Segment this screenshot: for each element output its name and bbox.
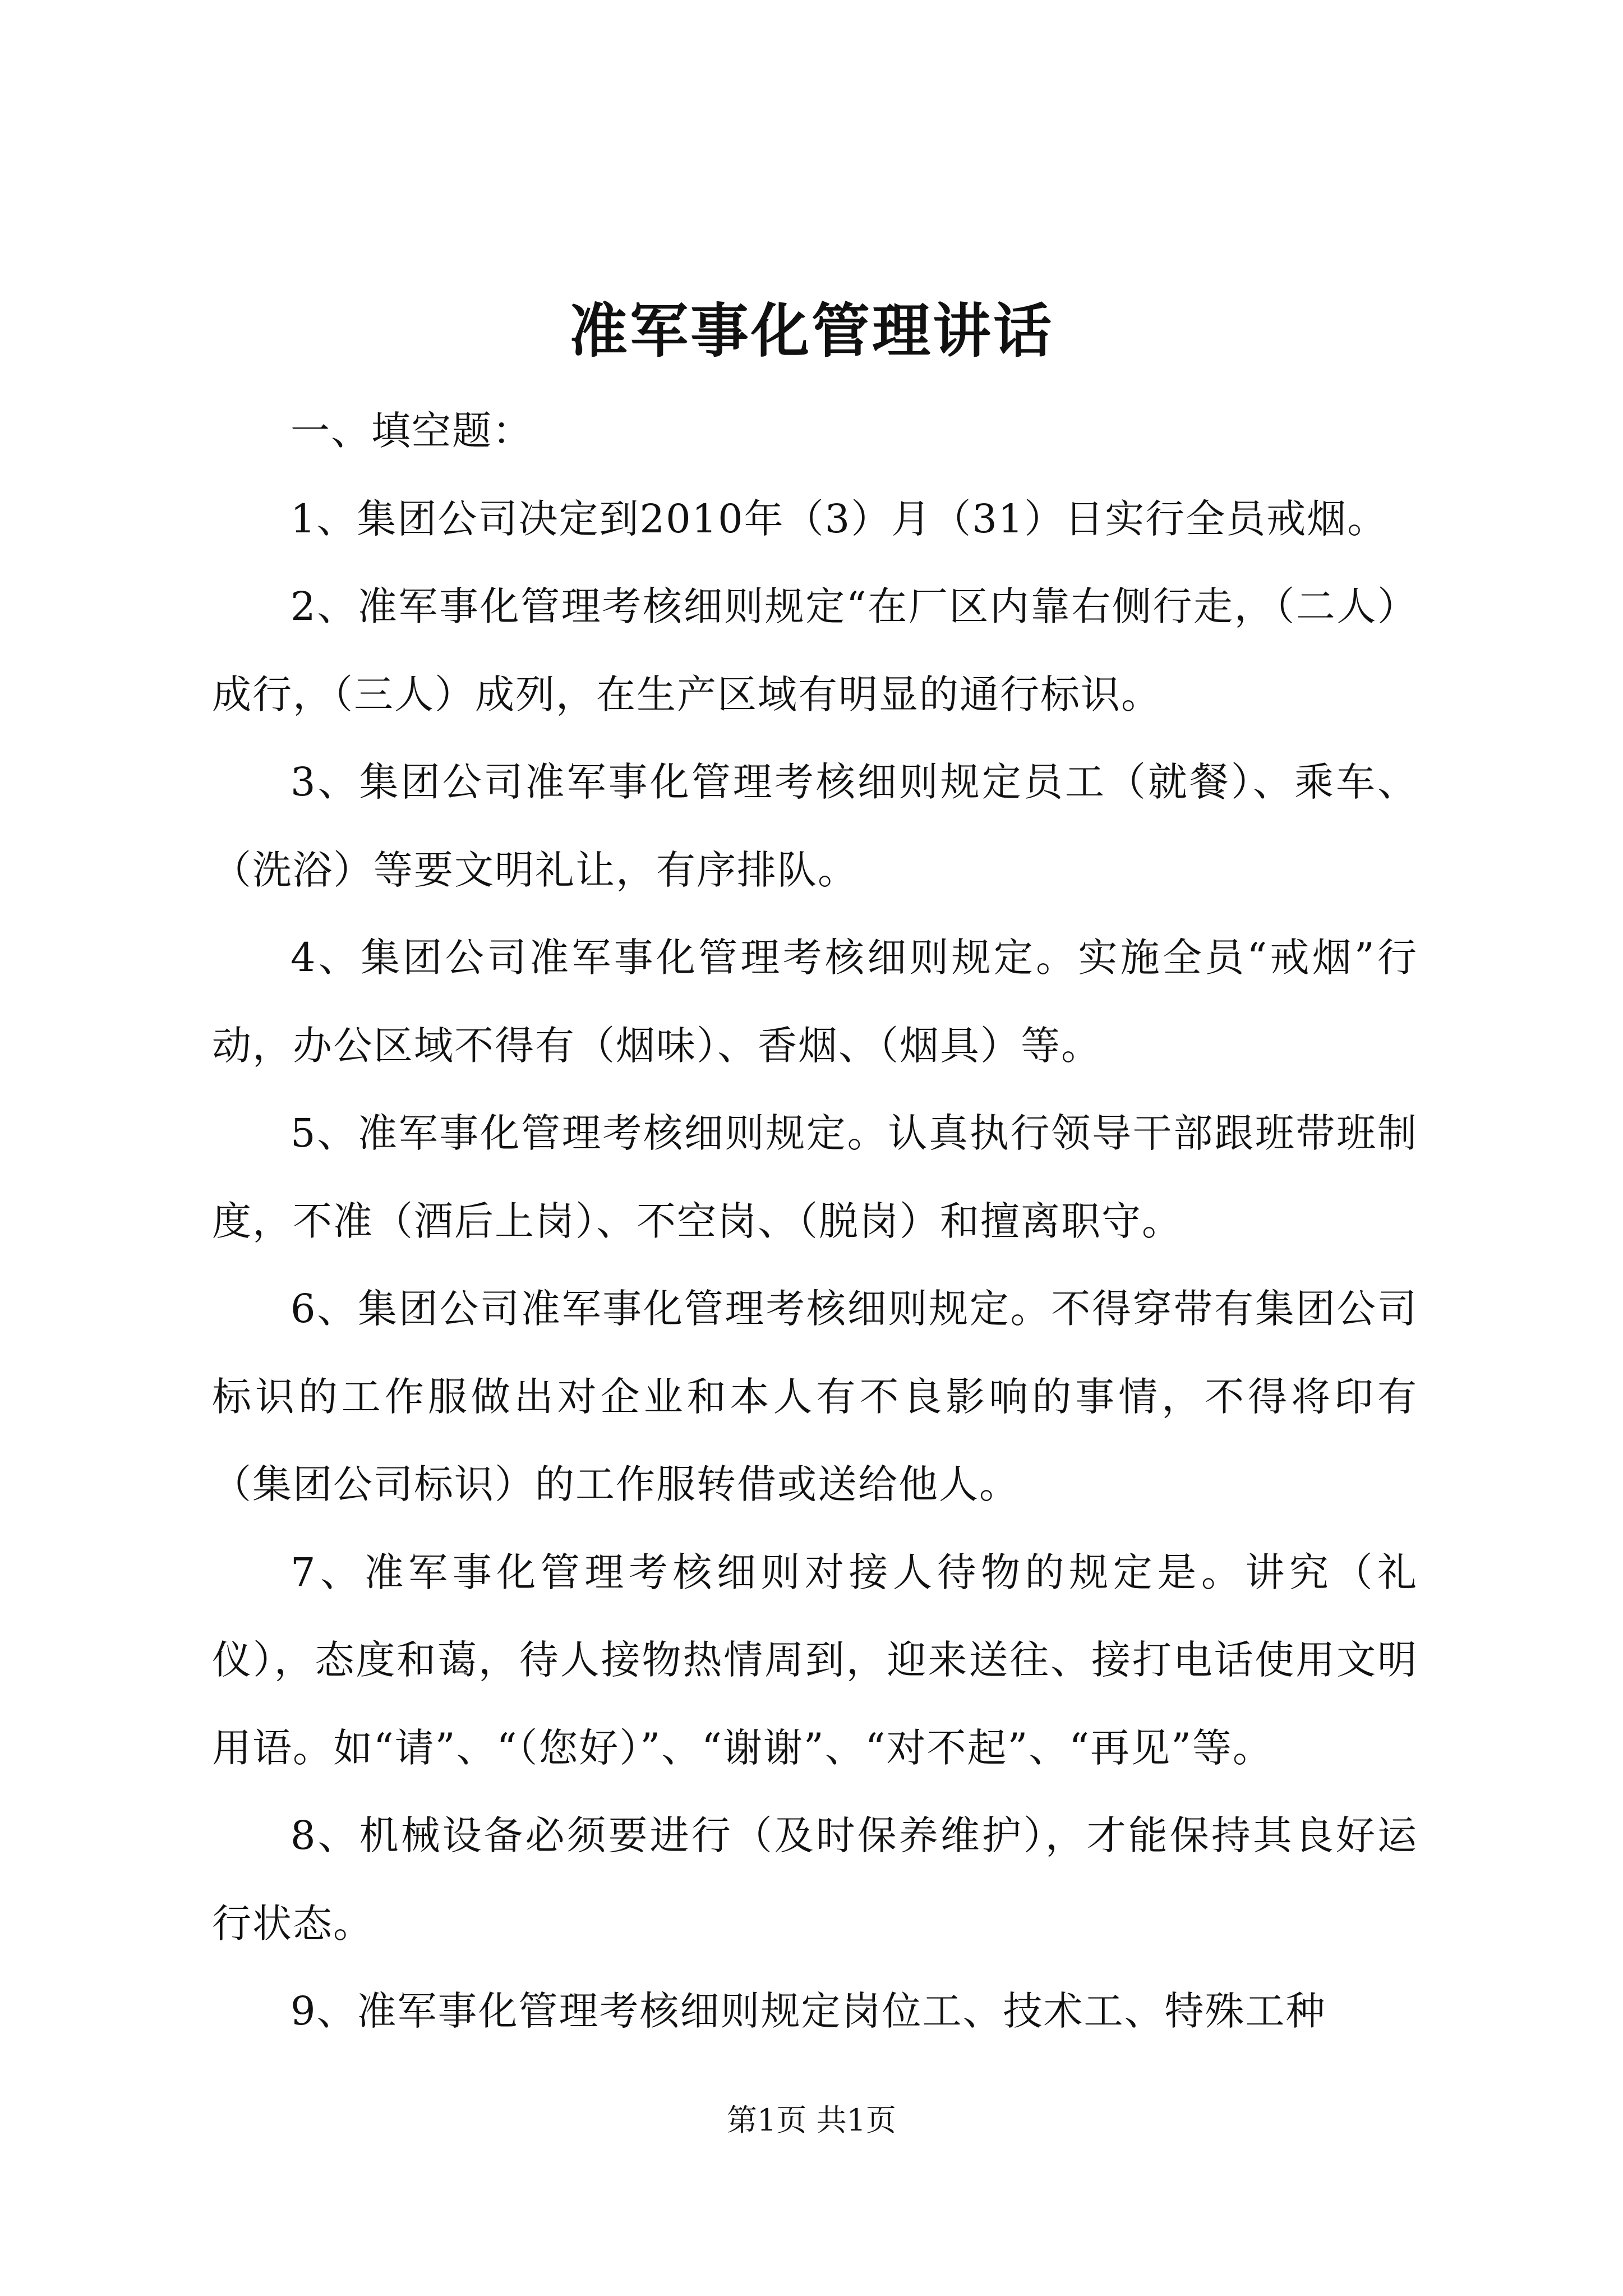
document-body [212, 387, 1418, 2055]
paragraph-item-5: 5、准军事化管理考核细则规定。认真执行领导干部跟班带班制度，不准（酒后上岗）、不空岗、（脱岗）和擅离职守。 [212, 1110, 1418, 1244]
document-title: 准军事化管理讲话 [569, 296, 1054, 365]
paragraph-item-9: 9、准军事化管理考核细则规定岗位工、技术工、特殊工种 [291, 1988, 1326, 2034]
paragraph-item-1: 1、集团公司决定到2010年（3）月（31）日实行全员戒烟。 [291, 495, 1388, 542]
section-heading: 一、填空题： [291, 408, 533, 454]
paragraph-item-6: 6、集团公司准军事化管理考核细则规定。不得穿带有集团公司标识的工作服做出对企业和本人有不良影响的事情，不得将印有（集团公司标识）的工作服转借或送给他人。 [212, 1286, 1418, 1507]
paragraph-item-8: 8、机械设备必须要进行（及时保养维护），才能保持其良好运行状态。 [212, 1812, 1418, 1947]
paragraph-item-3: 3、集团公司准军事化管理考核细则规定员工（就餐）、乘车、（洗浴）等要文明礼让，有序排队。 [212, 759, 1418, 893]
paragraph-item-7: 7、准军事化管理考核细则对接人待物的规定是。讲究（礼仪），态度和蔼，待人接物热情周到，迎来送往、接打电话使用文明用语。如“请”、“（您好）”、“谢谢”、“对不起”、“再见”等。 [212, 1549, 1418, 1771]
paragraph-item-2: 2、准军事化管理考核细则规定“在厂区内靠右侧行走，（二人）成行，（三人）成列，在生产区域有明显的通行标识。 [212, 583, 1418, 717]
paragraph-item-4: 4、集团公司准军事化管理考核细则规定。实施全员“戒烟”行动，办公区域不得有（烟味）、香烟、（烟具）等。 [212, 935, 1418, 1069]
page-footer: 第1页 共1页 [727, 2102, 896, 2138]
